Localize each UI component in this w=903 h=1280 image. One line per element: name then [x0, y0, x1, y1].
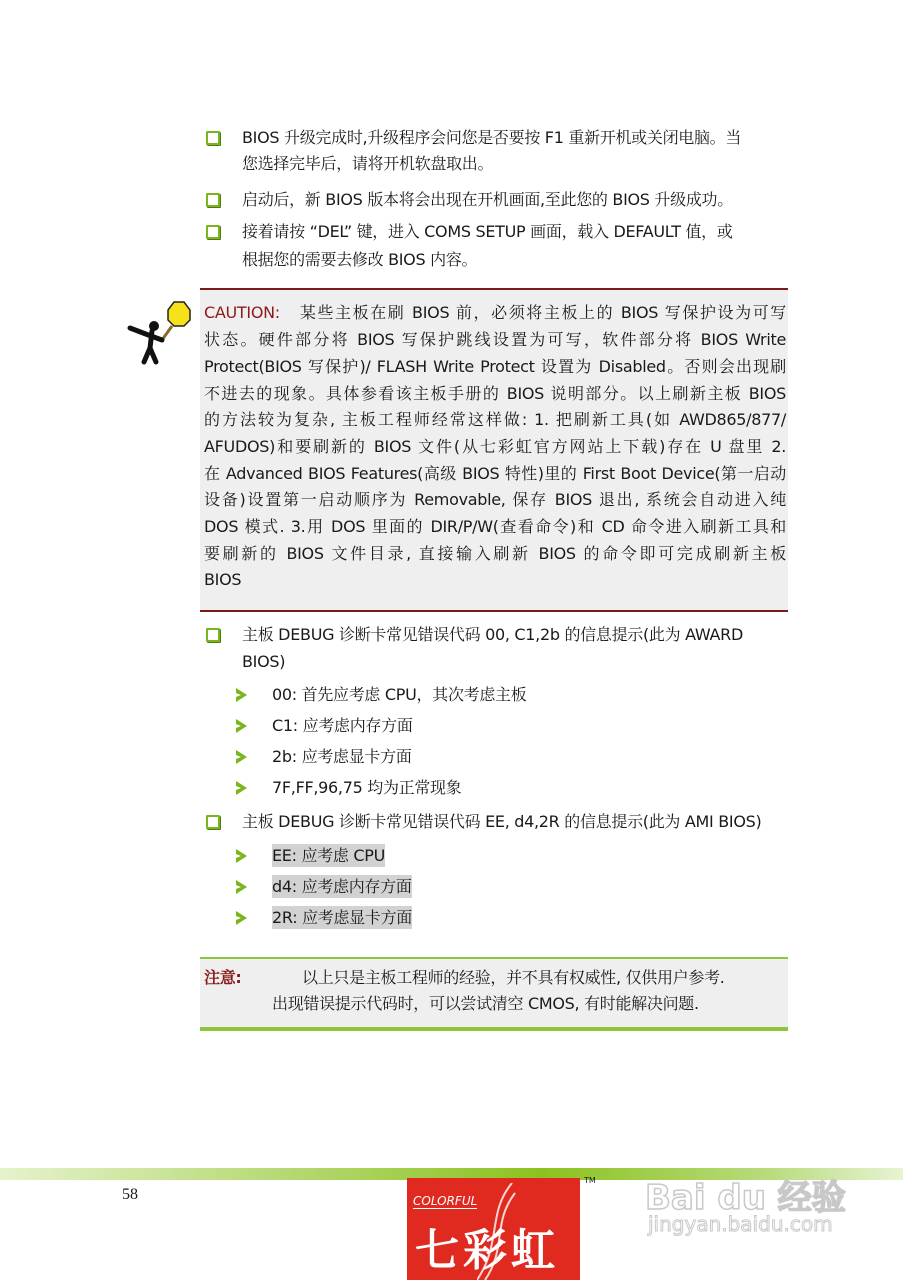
- checkbox-bullet-icon: [206, 131, 220, 145]
- arrow-bullet-icon: [236, 688, 247, 702]
- note-label: 注意:: [204, 968, 242, 987]
- list-item: C1: 应考虑内存方面: [272, 716, 413, 735]
- list-item: 7F,FF,96,75 均为正常现象: [272, 778, 462, 797]
- arrow-bullet-icon: [236, 849, 247, 863]
- bullet-text: BIOS 升级完成时,升级程序会问您是否要按 F1 重新开机或关闭电脑。当: [242, 128, 742, 147]
- list-item: EE: 应考虑 CPU: [272, 846, 386, 865]
- bullet-text: 根据您的需要去修改 BIOS 内容。: [242, 250, 478, 269]
- page-number: 58: [122, 1186, 138, 1203]
- caution-line: 要刷新的 BIOS 文件目录, 直接输入刷新 BIOS 的命令即可完成刷新主板: [204, 544, 786, 563]
- caution-line: 设备)设置第一启动顺序为 Removable, 保存 BIOS 退出, 系统会自动进入纯: [204, 490, 786, 509]
- caution-line: AFUDOS)和要刷新的 BIOS 文件(从七彩虹官方网站上下载)存在 U 盘里 2.: [204, 437, 786, 456]
- caution-label: CAUTION:: [204, 303, 280, 322]
- checkbox-bullet-icon: [206, 225, 220, 239]
- caution-line: BIOS: [204, 570, 242, 589]
- arrow-bullet-icon: [236, 781, 247, 795]
- list-item: 00: 首先应考虑 CPU，其次考虑主板: [272, 685, 527, 704]
- bullet-text: 主板 DEBUG 诊断卡常见错误代码 00, C1,2b 的信息提示(此为 AWARD: [242, 625, 743, 644]
- list-item: 2b: 应考虑显卡方面: [272, 747, 412, 766]
- caution-line: 不进去的现象。具体参看该主板手册的 BIOS 说明部分。以上刷新主板 BIOS: [204, 384, 786, 403]
- caution-line: 在 Advanced BIOS Features(高级 BIOS 特性)里的 First Boot Device(第一启动: [204, 464, 786, 483]
- trademark: TM: [584, 1176, 596, 1185]
- bullet-text: BIOS): [242, 652, 286, 671]
- arrow-bullet-icon: [236, 911, 247, 925]
- list-item: 2R: 应考虑显卡方面: [272, 908, 412, 927]
- checkbox-bullet-icon: [206, 815, 220, 829]
- caution-line: CAUTION: 某些主板在刷 BIOS 前，必须将主板上的 BIOS 写保护设为可写: [204, 303, 786, 322]
- arrow-bullet-icon: [236, 880, 247, 894]
- caution-stick-figure-icon: [126, 298, 196, 368]
- baidu-watermark: Bai du 经验: [645, 1178, 846, 1218]
- checkbox-bullet-icon: [206, 628, 220, 642]
- list-item: d4: 应考虑内存方面: [272, 877, 412, 896]
- caution-line: 的方法较为复杂, 主板工程师经常这样做: 1. 把刷新工具(如 AWD865/877/: [204, 410, 786, 429]
- note-text: 出现错误提示代码时，可以尝试清空 CMOS, 有时能解决问题.: [272, 994, 699, 1013]
- caution-line: DOS 模式. 3.用 DOS 里面的 DIR/P/W(查看命令)和 CD 命令进入刷新工具和: [204, 517, 786, 536]
- checkbox-bullet-icon: [206, 193, 220, 207]
- arrow-bullet-icon: [236, 719, 247, 733]
- caution-line: Protect(BIOS 写保护)/ FLASH Write Protect 设置为 Disabled。否则会出现刷: [204, 357, 786, 376]
- colorful-logo: COLORFUL 七彩虹: [407, 1178, 580, 1280]
- bullet-text: 启动后，新 BIOS 版本将会出现在开机画面,至此您的 BIOS 升级成功。: [242, 190, 733, 209]
- arrow-bullet-icon: [236, 750, 247, 764]
- note-text: 以上只是主板工程师的经验，并不具有权威性, 仅供用户参考.: [302, 968, 725, 987]
- bullet-text: 接着请按 “DEL” 键，进入 COMS SETUP 画面，载入 DEFAULT 值，或: [242, 222, 733, 241]
- bullet-text: 您选择完毕后，请将开机软盘取出。: [242, 154, 494, 173]
- bullet-text: 主板 DEBUG 诊断卡常见错误代码 EE, d4,2R 的信息提示(此为 AMI BIOS): [242, 812, 762, 831]
- caution-line: 状态。硬件部分将 BIOS 写保护跳线设置为可写，软件部分将 BIOS Write: [204, 330, 786, 349]
- baidu-watermark-url: jingyan.baidu.com: [648, 1212, 833, 1236]
